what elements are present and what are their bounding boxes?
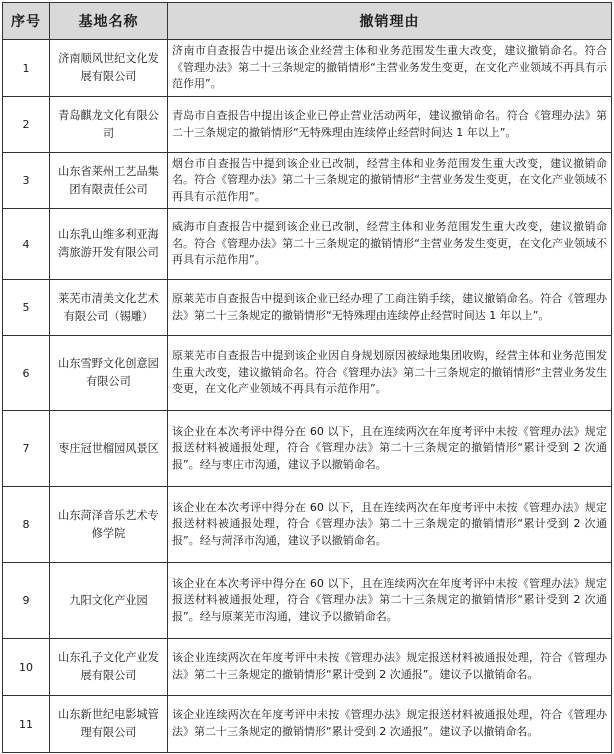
row-name: 九阳文化产业园 [50, 563, 168, 639]
row-name: 山东雪野文化创意园有限公司 [50, 336, 168, 411]
table-row [3, 563, 612, 639]
row-name: 山东菏泽音乐艺术专修学院 [50, 487, 168, 563]
row-seq: 8 [3, 487, 50, 563]
row-reason: 原莱芜市自查报告中提到该企业已经办理了工商注销手续，建议撤销命名。符合《管理办法》第二十三条规定的撤销情形“无特殊理由连续停止经营时间达 1 年以上”。 [168, 280, 612, 336]
row-name: 山东孔子文化产业发展有限公司 [50, 639, 168, 696]
table-row [3, 696, 612, 753]
header-reason: 撤销理由 [168, 3, 612, 40]
row-name: 山东新世纪电影城管理有限公司 [50, 696, 168, 753]
table-row [3, 336, 612, 411]
row-seq: 7 [3, 411, 50, 487]
header-seq: 序号 [3, 3, 50, 40]
row-reason: 该企业在本次考评中得分在 60 以下，且在连续两次在年度考评中未按《管理办法》规定报送材料被通报处理，符合《管理办法》第二十三条规定的撤销情形“累计受到 2 次通报”。经与菏泽市沟通，建议予以撤销命名。 [168, 487, 612, 563]
row-name: 枣庄冠世榴园风景区 [50, 411, 168, 487]
row-name: 山东省莱州工艺品集团有限责任公司 [50, 153, 168, 209]
row-seq: 3 [3, 153, 50, 209]
row-name: 济南顺风世纪文化发展有限公司 [50, 40, 168, 97]
header-name: 基地名称 [50, 3, 168, 40]
row-reason: 原莱芜市自查报告中提到该企业因自身规划原因被绿地集团收购，经营主体和业务范围发生重大改变，建议撤销命名。符合《管理办法》第二十三条规定的撤销情形“主营业务发生变更，在文化产业领域不再具有示范作用”。 [168, 336, 612, 411]
row-seq: 2 [3, 97, 50, 153]
row-seq: 10 [3, 639, 50, 696]
row-reason: 威海市自查报告中提到该企业已改制，经营主体和业务范围发生重大改变，建议撤销命名。符合《管理办法》第二十三条规定的撤销情形“主营业务发生变更，在文化产业领域不再具有示范作用”。 [168, 209, 612, 280]
row-reason: 该企业在本次考评中得分在 60 以下，且在连续两次在年度考评中未按《管理办法》规定报送材料被通报处理，符合《管理办法》第二十三条规定的撤销情形“累计受到 2 次通报”。经与枣庄市沟通，建议予以撤销命名。 [168, 411, 612, 487]
table-row [3, 40, 612, 97]
row-seq: 11 [3, 696, 50, 753]
row-name: 青岛麒龙文化有限公司 [50, 97, 168, 153]
header-row [3, 3, 612, 40]
table-row [3, 487, 612, 563]
revocation-table [2, 2, 612, 753]
table-row [3, 209, 612, 280]
row-reason: 烟台市自查报告中提到该企业已改制，经营主体和业务范围发生重大改变，建议撤销命名。符合《管理办法》第二十三条规定的撤销情形“主营业务发生变更，在文化产业领域不再具有示范作用”。 [168, 153, 612, 209]
row-name: 山东乳山维多利亚海湾旅游开发有限公司 [50, 209, 168, 280]
row-seq: 1 [3, 40, 50, 97]
table-row [3, 639, 612, 696]
table-row [3, 411, 612, 487]
row-reason: 青岛市自查报告中提出该企业已停止营业活动两年，建议撤销命名。符合《管理办法》第二十三条规定的撤销情形“无特殊理由连续停止经营时间达 1 年以上”。 [168, 97, 612, 153]
row-name: 莱芜市清美文化艺术有限公司（锡雕） [50, 280, 168, 336]
row-reason: 济南市自查报告中提出该企业经营主体和业务范围发生重大改变，建议撤销命名。符合《管理办法》第二十三条规定的撤销情形“主营业务发生变更，在文化产业领域不再具有示范作用”。 [168, 40, 612, 97]
row-reason: 该企业在本次考评中得分在 60 以下，且在连续两次在年度考评中未按《管理办法》规定报送材料被通报处理，符合《管理办法》第二十三条规定的撤销情形“累计受到 2 次通报”。经与原莱芜市沟通，建议予以撤销命名。 [168, 563, 612, 639]
row-seq: 4 [3, 209, 50, 280]
table-row [3, 280, 612, 336]
row-reason: 该企业连续两次在年度考评中未按《管理办法》规定报送材料被通报处理，符合《管理办法》第二十三条规定的撤销情形“累计受到 2 次通报”。建议予以撤销命名。 [168, 639, 612, 696]
row-seq: 6 [3, 336, 50, 411]
table-row [3, 97, 612, 153]
row-seq: 5 [3, 280, 50, 336]
table-row [3, 153, 612, 209]
row-reason: 该企业连续两次在年度考评中未按《管理办法》规定报送材料被通报处理，符合《管理办法》第二十三条规定的撤销情形“累计受到 2 次通报”。建议予以撤销命名。 [168, 696, 612, 753]
row-seq: 9 [3, 563, 50, 639]
